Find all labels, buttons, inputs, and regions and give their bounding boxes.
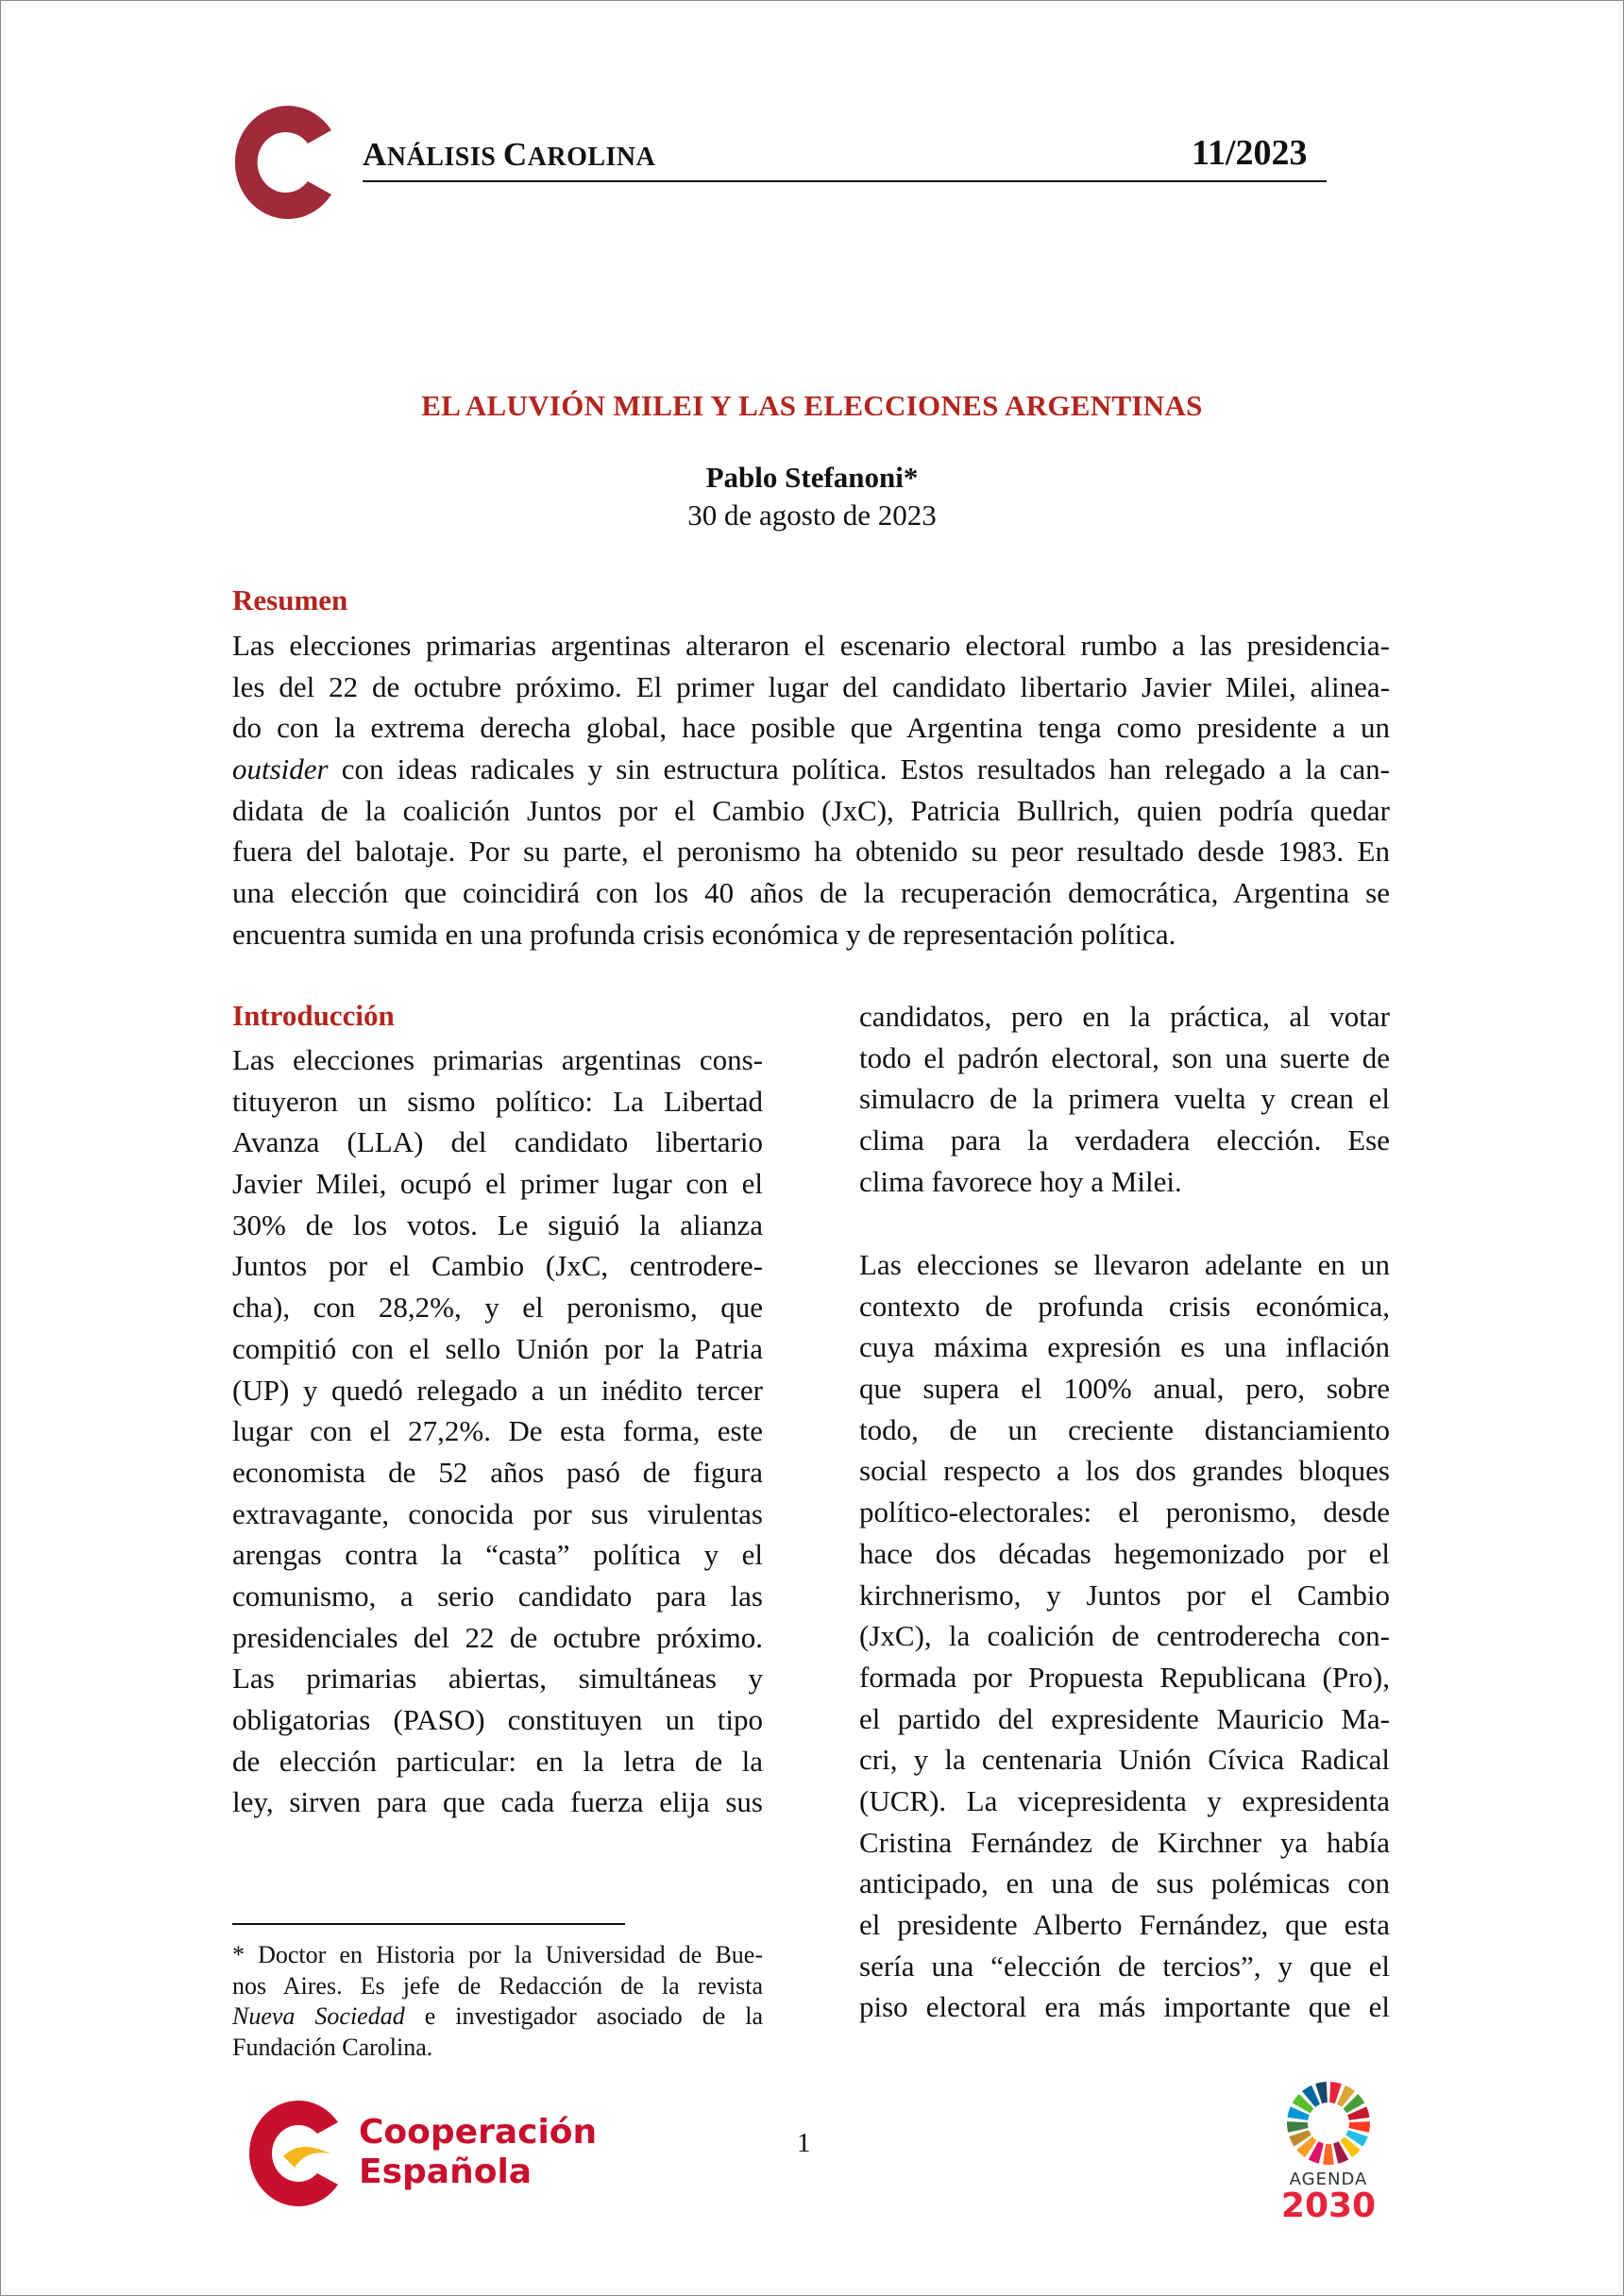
text-line: ley, sirven para que cada fuerza elija sus <box>232 1785 763 1819</box>
resumen-heading: Resumen <box>232 583 348 616</box>
text-line: hace dos décadas hegemonizado por el <box>859 1536 1390 1570</box>
text-line: piso electoral era más importante que el <box>859 1990 1390 2024</box>
text-line: (UCR). La vicepresidenta y expresidenta <box>859 1783 1390 1817</box>
text-line: Las elecciones primarias argentinas cons- <box>232 1043 763 1076</box>
text-line: de elección particular: en la letra de la <box>232 1744 763 1778</box>
text-line: kirchnerismo, y Juntos por el Cambio <box>859 1578 1390 1612</box>
text-line: 30% de los votos. Le siguió la alianza <box>232 1207 763 1241</box>
text-line: economista de 52 años pasó de figura <box>232 1455 763 1489</box>
header-rule <box>363 180 1327 182</box>
article-title: EL ALUVIÓN MILEI Y LAS ELECCIONES ARGENTINAS <box>421 389 1203 422</box>
text-line: compitió con el sello Unión por la Patria <box>232 1331 763 1365</box>
sdg-wheel-segment <box>1323 2144 1334 2165</box>
text-line: cri, y la centenaria Unión Cívica Radical <box>859 1743 1390 1777</box>
author-footnote <box>232 1940 763 2063</box>
footnote-line: Nueva Sociedad e investigador asociado de la <box>232 2002 763 2030</box>
fundacion-carolina-logo <box>232 102 338 223</box>
text-line: les del 22 de octubre próximo. El primer lugar del candidato libertario Javier Milei, alinea- <box>232 669 1390 703</box>
right-column-paragraph-1 <box>859 996 1390 1202</box>
cooperacion-espanola-logo-icon <box>242 2098 346 2209</box>
text-line: obligatorias (PASO) constituyen un tipo <box>232 1703 763 1736</box>
footnote-line: nos Aires. Es jefe de Redacción de la revista <box>232 1971 763 2000</box>
publication-date: 30 de agosto de 2023 <box>687 498 937 532</box>
text-line: simulacro de la primera vuelta y crean el <box>859 1082 1390 1116</box>
text-line: Las primarias abiertas, simultáneas y <box>232 1662 763 1696</box>
author-name: Pablo Stefanoni* <box>705 461 919 494</box>
cooperacion-espanola-wordmark <box>359 2113 597 2192</box>
text-line: candidatos, pero en la práctica, al votar <box>859 1000 1390 1033</box>
text-line: fuera del balotaje. Por su parte, el peronismo ha obtenido su peor resultado desde 1983. En <box>232 835 1390 869</box>
espanola-word: Española <box>359 2152 533 2191</box>
sdg-wheel-segment <box>1348 2121 1370 2133</box>
outsider-word: outsider <box>232 752 329 786</box>
text-line: político-electorales: el peronismo, desde <box>859 1495 1390 1529</box>
text-line: do con la extrema derecha global, hace posible que Argentina tenga como presidente a un <box>232 711 1390 745</box>
text-line: extravagante, conocida por sus virulentas <box>232 1496 763 1530</box>
journal-name: Nueva Sociedad <box>232 2002 405 2030</box>
text-line: clima para la verdadera elección. Ese <box>859 1123 1390 1157</box>
text-line: arengas contra la “casta” política y el <box>232 1538 763 1572</box>
text-line: cha), con 28,2%, y el peronismo, que <box>232 1291 763 1325</box>
text-line: comunismo, a serio candidato para las <box>232 1578 763 1612</box>
text-line: que supera el 100% anual, pero, sobre <box>859 1372 1390 1406</box>
sdg-wheel-segment <box>1287 2121 1309 2133</box>
text-line: Las elecciones se llevaron adelante en un <box>859 1248 1390 1281</box>
text-line: outsider con ideas radicales y sin estructura política. Estos resultados han relegado a la can- <box>232 752 1391 786</box>
text-line: una elección que coincidirá con los 40 años de la recuperación democrática, Argentina se <box>232 876 1390 910</box>
text-line: Cristina Fernández de Kirchner ya había <box>859 1825 1390 1859</box>
text-line: clima favorece hoy a Milei. <box>859 1164 1182 1198</box>
text-line: el partido del expresidente Mauricio Ma- <box>859 1701 1390 1735</box>
text-line: (JxC), la coalición de centroderecha con- <box>859 1619 1390 1653</box>
text-line: social respecto a los dos grandes bloques <box>859 1454 1390 1488</box>
text-line: Javier Milei, ocupó el primer lugar con el <box>232 1167 763 1201</box>
text-line: contexto de profunda crisis económica, <box>859 1289 1390 1323</box>
text-line: todo el padrón electoral, son una suerte de <box>859 1040 1390 1074</box>
text-line: el presidente Alberto Fernández, que esta <box>859 1908 1390 1941</box>
text-line: (UP) y quedó relegado a un inédito tercer <box>232 1373 763 1407</box>
resumen-paragraph <box>232 625 1390 955</box>
text-line: lugar con el 27,2%. De esta forma, este <box>232 1414 763 1448</box>
introduccion-paragraph <box>232 1039 763 1823</box>
text-line: Avanza (LLA) del candidato libertario <box>232 1125 763 1159</box>
text-line: anticipado, en una de sus polémicas con <box>859 1866 1390 1900</box>
text-line: formada por Propuesta Republicana (Pro), <box>859 1660 1390 1694</box>
text-line: todo, de un creciente distanciamiento <box>859 1412 1390 1446</box>
agenda-label: AGENDA <box>1289 2169 1368 2189</box>
right-column-paragraph-2 <box>859 1244 1390 2028</box>
text-line: encuentra sumida en una profunda crisis económica y de representación política. <box>232 917 1176 951</box>
text-line: tituyeron un sismo político: La Libertad <box>232 1084 763 1118</box>
text-line: cuya máxima expresión es una inflación <box>859 1330 1390 1364</box>
sdg-wheel-icon <box>1286 2081 1371 2166</box>
text-line: didata de la coalición Juntos por el Cambio (JxC), Patricia Bullrich, quien podría quedar <box>232 793 1390 827</box>
agenda-year: 2030 <box>1280 2186 1377 2225</box>
text-line: Las elecciones primarias argentinas alteraron el escenario electoral rumbo a las presidencia- <box>232 629 1390 662</box>
cooperacion-word: Cooperación <box>359 2113 598 2152</box>
introduccion-heading: Introducción <box>232 999 395 1032</box>
footnote-line: * Doctor en Historia por la Universidad de Bue- <box>232 1941 763 1968</box>
footnote-rule <box>232 1923 625 1925</box>
series-title: ANÁLISIS CAROLINA <box>363 136 656 173</box>
issue-number: 11/2023 <box>1192 133 1308 173</box>
text-line: Juntos por el Cambio (JxC, centrodere- <box>232 1249 763 1283</box>
text-line: presidenciales del 22 de octubre próximo. <box>232 1620 763 1654</box>
footnote-line: Fundación Carolina. <box>232 2033 433 2061</box>
page-number: 1 <box>797 2128 811 2158</box>
text-line: sería una “elección de tercios”, y que el <box>859 1949 1390 1983</box>
